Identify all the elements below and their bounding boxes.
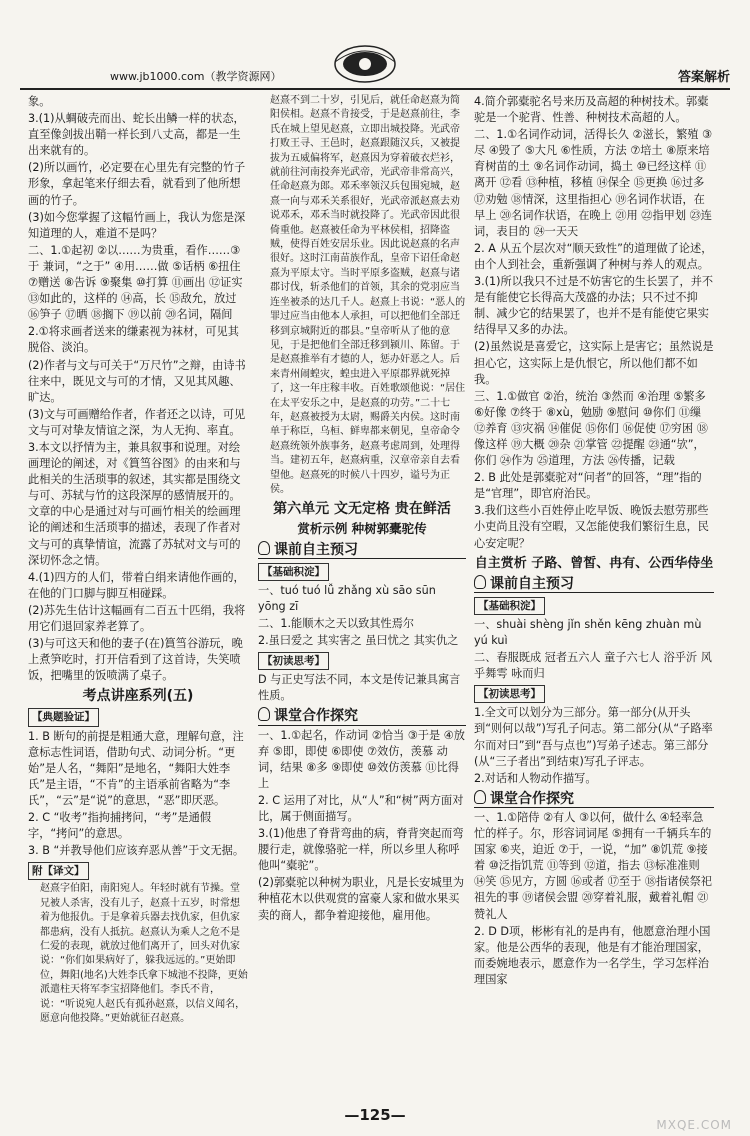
basics-list-2	[474, 617, 714, 682]
section-bar-class-2: 课堂合作探究	[474, 790, 714, 808]
list-item: 2.①将求画者送来的缣素视为袜材，可见其脱俗、淡泊。	[28, 325, 239, 355]
first-read-tag: 【初读思考】	[258, 652, 329, 670]
publisher-logo-icon	[330, 40, 400, 84]
translation-continued: 赵熹不到二十岁，引见后，就任命赵熹为简阳侯相。赵熹不肯接受，于是赵熹前往，李氏在城上望见赵熹，立即出城投降。光武帝打败王寻、王邑时，赵熹跟随汉兵，又被提拔为五威偏将军，赵熹因为穿着破衣烂衫，就前往河南投奔光武帝，光武帝非常高兴，任命赵熹为郎。邓禾率领汉兵包围宛城，赵熹一向与邓禾关系很好，光武帝派赵熹去劝说邓禾，邓禾当时就投降了。光武帝因此很倚重他。赵熹被任命为平林侯相，招降盗贼，使得百姓安居乐业。因此说赵熹的名声很好。这时江南苗族作乱，皇帝下诏任命赵熹为平原太守。当时平原多盗贼，赵熹与诸郡讨伐，斩杀他们的首领，其余的党羽应当连坐被杀的达几千人。赵熹上书说：“恶人的罪过应当由他本人承担，可以把他们全部迁移到京城附近的郡县。”皇帝听从了他的意见，于是把他们全部迁移到颍川、陈留。于是赵熹推举有才德的人，惩办奸恶之人。后来青州闹蝗灾，蝗虫进入平原郡界就死掉了，这一年庄稼丰收。百姓歌颂他说：“居住在太平安乐之中，是赵熹的功劳。”二十七年，赵熹被授为太尉，赐爵关内侯。这时南单于称臣，乌桓、鲜卑都来朝见，皇帝命令赵熹统领外族事务，赵熹考虑周到，处理得当。建初五年，赵熹病重，汉章帝亲自去看望他。赵熹死的时候八十四岁，谥号为正侯。	[270, 95, 466, 495]
list-item: 2. B 此处是郭橐驼对“问者”的回答，“理”指的是“官理”，即官府治民。	[474, 471, 702, 501]
list-item: (2)所以画竹，必定要在心里先有完整的竹子形象，拿起笔来仔细去看，就看到了他所想画的竹子。	[28, 161, 246, 207]
list-item: 3.我们这些小百姓停止吃早饭、晚饭去慰劳那些小吏尚且没有空暇，又怎能使我们繁衍生息，民心安定呢？	[474, 504, 709, 550]
lecture-title: 考点讲座系列(五)	[82, 688, 194, 705]
list-item: 2. D D项，彬彬有礼的是冉有，他愿意治理小国家。他是公西华的表现，他是有才能治理国家，而委婉地表示，愿意作为一名学生，学习怎样治理国家	[474, 924, 711, 986]
list-item: (3)与可这天和他的妻子(在)篔筜谷游玩，晚上煮笋吃时，打开信看到了这首诗，失笑喷饭，把嘴里的饭喷满了桌子。	[28, 637, 243, 683]
basics-tag-2: 【基础积淀】	[474, 597, 545, 615]
list-item: 一、1.①陪侍 ②有人 ③以何，做什么 ④轻率急忙的样子。尔，形容词词尾 ⑤拥有一千辆兵车的国家 ⑥夹，迫近 ⑦于，一说，“加” ⑧饥荒 ⑨接着 ⑩泛指饥荒 ⑪等到 ⑫道，指去 ⑬标准准则 ⑭笑 ⑮见方，方圆 ⑯或者 ⑰至于 ⑱指诸侯祭祀祖先的事 ⑲诸侯会盟 ⑳穿着礼服，戴着礼帽 ㉑赞礼人	[474, 810, 712, 921]
list-item: 一、shuài shèng jǐn shěn kēng zhuàn mù yú kuì	[474, 617, 702, 647]
list-item: 二、1.①起初 ②以……为贵重，看作……③于 兼词，“之于” ④用……做 ⑤话柄 ⑥扭住 ⑦赠送 ⑧告诉 ⑨聚集 ⑩打算 ⑪画出 ⑫证实 ⑬如此的，这样的 ⑭高，长 ⑮敌允，放过 ⑯笋子 ⑰晒 ⑱搁下 ⑲以前 ⑳名词，隔间	[28, 243, 243, 322]
list-item: 2.对话和人物动作描写。	[474, 771, 597, 785]
section-title-right: 自主赏析 子路、曾皙、冉有、公西华侍坐	[474, 555, 714, 571]
page-header	[20, 40, 730, 90]
list-item: 二、1.①名词作动词，活得长久 ②滋长，繁殖 ③尽 ④毁了 ⑤大凡 ⑥性质，方法 ⑦培土 ⑧原来培育树苗的土 ⑨名词作动词，捣土 ⑩已经这样 ⑪离开 ⑫看 ⑬种植，移植 ⑭保全 ⑮更换 ⑯过多 ⑰劝勉 ⑱情深，这里指担心 ⑲名词作状语，在早上 ⑳名词作状语，在晚上 ㉑用 ㉒指甲划 ㉓连词，表目的 ㉔一天天	[474, 128, 713, 238]
list-item: 4.简介郭橐驼名号来历及高超的种树技术。郭橐驼是一个驼背、性善、种树技术高超的人。	[474, 95, 709, 125]
unit-title: 第六单元 文无定格 贵在鲜活	[273, 501, 451, 518]
list-item: 2. C 运用了对比，从“人”和“树”两方面对比，属于侧面描写。	[258, 793, 464, 823]
list-item: 一、tuó tuó lǚ zhǎng xù sāo sūn yōng zī	[258, 583, 436, 613]
list-item: 二、春服既成 冠者五六人 童子六七人 浴乎沂 风乎舞雩 咏而归	[474, 651, 712, 681]
list-item: (2)作者与文与可关于“万尺竹”之辩，由诗书往来中，既见文与可的才情，又见其风趣、旷达。	[28, 358, 246, 404]
answer-list	[28, 94, 248, 684]
list-item: 2. C “收考”指拘捕拷问，“考”是通假字，“拷问”的意思。	[28, 811, 212, 841]
lightbulb-icon	[474, 790, 486, 804]
first-read-list-2	[474, 705, 714, 786]
list-item: 二、1.能顺木之天以致其性焉尔	[258, 616, 415, 630]
header-title: 答案解析	[677, 70, 730, 85]
translation-tag: 附【译文】	[28, 862, 89, 880]
page-number: —125—	[344, 1106, 406, 1124]
list-item: (3)如今您掌握了这幅竹画上，我认为您是深知道理的人，难道不是吗？	[28, 210, 246, 240]
list-item: 1. B 断句的前提是粗通大意，理解句意，注意标志性词语，借助句式、动词分析。“更始”是人名，“舞阳”是地名，“舞阳大姓李氏”是主语，“不肯”的主语承前省略为“李氏”，“云”是“说”的意思，“恶”即厌恶。	[28, 729, 244, 807]
site-url[interactable]: www.jb1000.com（教学资源网）	[110, 70, 282, 83]
unit-subtitle: 赏析示例 种树郭橐驼传	[297, 521, 427, 537]
list-item: (3)文与可画赠给作者，作者还之以诗，可见文与可对挚友情谊之深，为人无拘、率直。	[28, 407, 246, 437]
first-read-tag-2: 【初读思考】	[474, 685, 545, 703]
watermark: MXQE.COM	[656, 1118, 732, 1132]
translation-text: 赵熹字伯阳，南阳宛人。年轻时就有节操。堂兄被人杀害，没有儿子，赵熹十五岁，时常想着为他报仇。于是拿着兵器去找仇家，但仇家都患病，没有人抵抗。赵熹认为乘人之危不是仁爱的表现，就放过他们离开了，回头对仇家说：“你们如果病好了，躲我远远的。”更始即位，舞阳(地名)大姓李氏拿下城池不投降，更始派遣柱天将军李宝招降他们。李氏不肯，说：“听说宛人赵氏有孤孙赵熹，以信义闻名，愿意向他投降。”更始就征召赵熹。	[40, 883, 248, 1025]
list-item: 4.(1)四方的人们，带着白绢来请他作画的，在他的门口脚与脚互相碰踩。	[28, 570, 245, 600]
list-item: 3. B “并教导他们应该弃恶从善”于文无据。	[28, 844, 245, 858]
lightbulb-icon	[258, 541, 270, 555]
list-item: 一、1.①起名，作动词 ②恰当 ③于是 ④放弃 ⑤即，即使 ⑥即使 ⑦效仿，羡慕 动词，结果 ⑧多 ⑨即使 ⑩效仿羡慕 ⑪比得上	[258, 728, 465, 790]
column-left	[28, 94, 248, 1096]
list-item: 1.全文可以划分为三部分。第一部分(从开头到“则何以哉”)写孔子问志。第二部分(从“子路率尔而对曰”到“吾与点也”)写弟子述志。第三部分(从“三子者出”到结束)写孔子评志。	[474, 706, 713, 768]
list-item: 3.(1)他患了脊背弯曲的病，脊背突起而弯腰行走，就像骆驼一样，所以乡里人称呼他叫“橐驼”。	[258, 827, 464, 873]
list-item: (2)郭橐驼以种树为职业，凡是长安城里为种植花木以供观赏的富豪人家和做水果买卖的商人，都争着迎接他，雇用他。	[258, 876, 465, 922]
list-item: 3.(1)所以我只不过是不妨害它的生长罢了，并不是有能使它长得高大茂盛的办法；只不过不抑制、减少它的结果罢了，也并不是有能使它果实结得早又多的办法。	[474, 275, 714, 337]
list-item: 2. A 从五个层次对“顺天致性”的道理做了论述，由个人到社会，重新强调了种树与养人的观点。	[474, 241, 713, 271]
list-item: (2)苏先生估计这幅画有二百五十匹绢，我将用它们退回家养老算了。	[28, 603, 246, 633]
answer-list-right	[474, 94, 714, 552]
first-read-answer: D 与正史写法不同，本文是传记兼具寓言性质。	[258, 673, 461, 703]
section-bar-preview: 课前自主预习	[258, 541, 466, 559]
header-divider	[20, 88, 730, 90]
list-item: 3.本文以抒情为主，兼具叙事和说理。对绘画理论的阐述，对《篔筜谷图》的由来和与此相关的生活琐事的叙述，其实都是围绕文与可、苏轼与竹的这段深厚的感情展开的。文章的中心是通过对与可画竹相关的绘画理论的阐述和生活琐事的描述，表现了作者对文与可的真挚情谊，流露了苏轼对文与可的深切怀念之情。	[28, 440, 241, 567]
column-right	[474, 94, 714, 1096]
list-item: 2.虽曰爱之 其实害之 虽曰忧之 其实仇之	[258, 634, 459, 648]
section-bar-preview-2: 课前自主预习	[474, 575, 714, 593]
lecture-list	[28, 729, 248, 860]
lightbulb-icon	[474, 575, 486, 589]
column-middle	[258, 94, 466, 1096]
list-item: 象。	[28, 95, 51, 108]
list-item: (2)虽然说是喜爱它，这实际上是害它；虽然说是担心它，这实际上是仇恨它，所以他们都不如我。	[474, 340, 714, 386]
class-list-2	[474, 810, 714, 988]
list-item: 三、1.①做官 ②治，统治 ③然而 ④治理 ⑤繁多 ⑥好像 ⑦终于 ⑧xù，勉励 ⑨慰问 ⑩你们 ⑪缫 ⑫养育 ⑬灾祸 ⑭催促 ⑮你们 ⑯促使 ⑰穷困 ⑱像这样 ⑲大概 ⑳杂 ㉑掌管 ㉒提醒 ㉓通“欤”，你们 ㉔作为 ㉕道理，方法 ㉖传播，记载	[474, 389, 708, 468]
section-bar-class: 课堂合作探究	[258, 707, 466, 725]
basics-tag: 【基础积淀】	[258, 563, 329, 581]
class-list	[258, 728, 466, 924]
lecture-tag: 【典题验证】	[28, 708, 99, 726]
lightbulb-icon	[258, 707, 270, 721]
basics-list	[258, 583, 466, 649]
list-item: 3.(1)从蜩破壳而出、蛇长出鳞一样的状态，直至像剑拔出鞘一样长到八丈高，都是一生出来就有的。	[28, 112, 245, 158]
